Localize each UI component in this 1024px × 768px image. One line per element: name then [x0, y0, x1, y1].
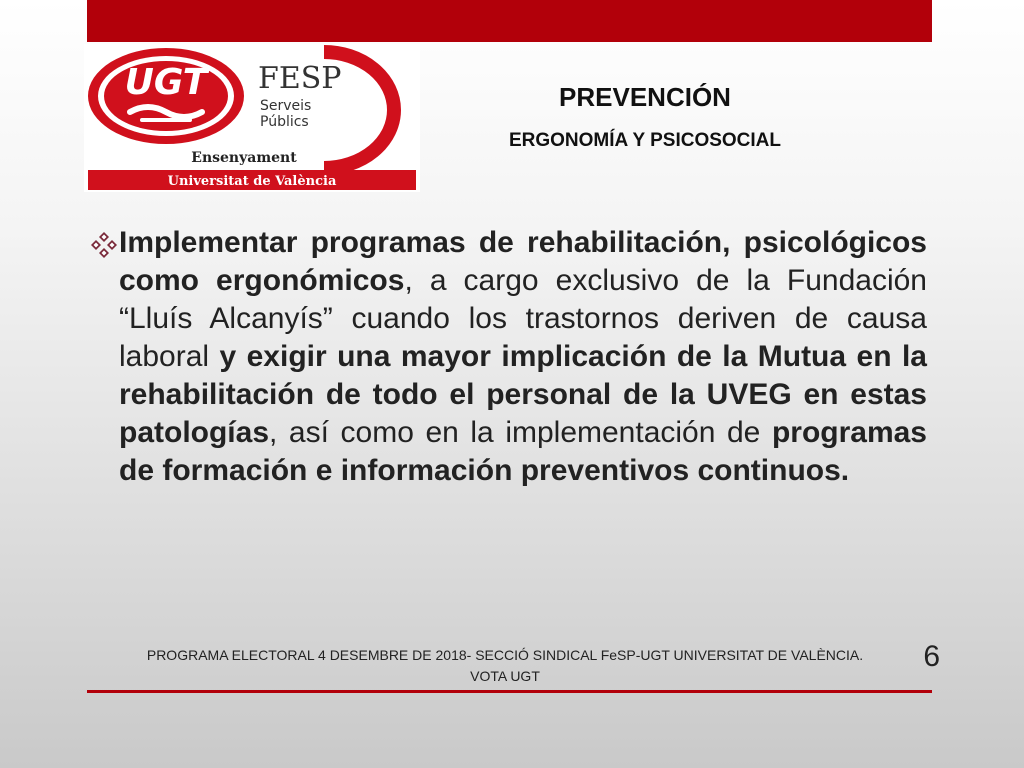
- slide-title: PREVENCIÓN: [559, 82, 731, 112]
- slide-subtitle: ERGONOMÍA Y PSICOSOCIAL: [508, 130, 782, 151]
- bold-segment-3: y exigir una mayor implicación de la Mutua en la rehabilitación de todo el personal de la UVEG en estas patologías: [119, 340, 927, 449]
- fesp-logo-text: FESP: [258, 61, 342, 96]
- main-paragraph: [119, 224, 927, 490]
- ugt-fesp-logo: [84, 44, 420, 192]
- bold-segment-1: Implementar programas de rehabilitación, psicológicos como ergonómicos: [119, 226, 927, 297]
- footer-line-2: VOTA UGT: [470, 668, 540, 684]
- serveis-text: Serveis: [260, 98, 312, 114]
- diamond-bullet-icon: [90, 231, 118, 259]
- text-segment-2: , a cargo exclusivo de la Fundación “Lluís Alcanyís” cuando los trastornos deriven de causa laboral: [119, 264, 927, 373]
- universitat-text: Universitat de València: [167, 174, 337, 189]
- footer-text: [110, 645, 900, 687]
- page-number: 6: [923, 640, 940, 673]
- footer-line-1: PROGRAMA ELECTORAL 4 DESEMBRE DE 2018- SECCIÓ SINDICAL FeSP-UGT UNIVERSITAT DE VALÈNCIA.: [146, 647, 864, 663]
- ensenyament-text: Ensenyament: [191, 150, 297, 166]
- bold-segment-5: programas de formación e información preventivos continuos.: [119, 416, 927, 487]
- text-segment-4: , así como en la implementación de: [269, 416, 772, 449]
- footer-divider: [87, 690, 932, 693]
- ugt-logo-text: UGT: [124, 62, 208, 103]
- publics-text: Públics: [260, 114, 309, 130]
- header-bar: [87, 0, 932, 42]
